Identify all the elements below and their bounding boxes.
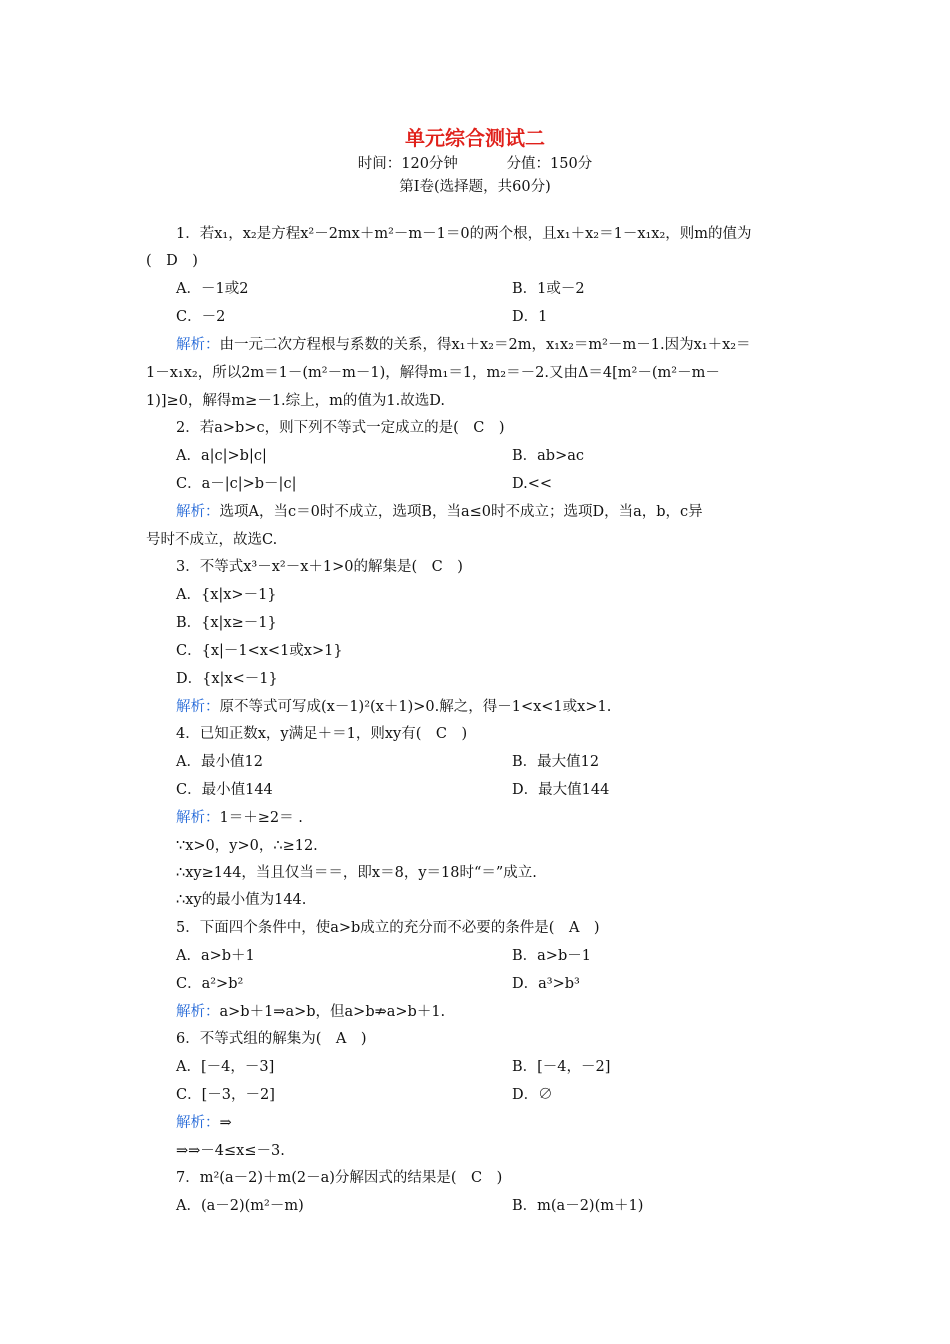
question-5-solution-line: 解析：a>b＋1⇒a>b，但a>b⇏a>b＋1. bbox=[176, 1004, 446, 1020]
question-4-option-a: A．最小值12 bbox=[176, 754, 263, 770]
question-6-option-d: D．∅ bbox=[512, 1087, 553, 1103]
question-4-option-d: D．最大值144 bbox=[512, 782, 610, 798]
question-5-option-c: C．a²>b² bbox=[176, 976, 244, 992]
question-3-option-b: B．{x|x≥－1} bbox=[176, 615, 277, 631]
question-5-option-a: A．a>b＋1 bbox=[176, 948, 255, 964]
analysis-label: 解析： bbox=[176, 699, 220, 715]
question-1-answer: ( D ) bbox=[146, 253, 198, 269]
analysis-label: 解析： bbox=[176, 1004, 220, 1020]
question-1-option-a: A．－1或2 bbox=[176, 281, 249, 297]
analysis-label: 解析： bbox=[176, 1115, 220, 1131]
question-5-option-b: B．a>b－1 bbox=[512, 948, 591, 964]
question-1-option-d: D．1 bbox=[512, 309, 548, 325]
question-7-option-b: B．m(a－2)(m＋1) bbox=[512, 1198, 644, 1214]
question-2-solution-line: 号时不成立，故选C. bbox=[146, 532, 278, 548]
question-6-solution-line: ⇒⇒－4≤x≤－3. bbox=[176, 1143, 285, 1159]
section-heading: 第Ⅰ卷(选择题，共60分) bbox=[399, 179, 551, 195]
question-2-option-a: A．a|c|>b|c| bbox=[176, 448, 267, 464]
question-4-solution-line: ∵x>0，y>0，∴≥12. bbox=[176, 838, 318, 854]
question-3-stem: 3．不等式x³－x²－x＋1>0的解集是( C ) bbox=[176, 559, 463, 575]
question-4-option-b: B．最大值12 bbox=[512, 754, 600, 770]
question-6-solution-line: 解析：⇒ bbox=[176, 1115, 232, 1131]
exam-meta bbox=[0, 152, 950, 173]
question-3-option-c: C．{x|－1<x<1或x>1} bbox=[176, 643, 343, 659]
question-6-option-b: B．[－4，－2] bbox=[512, 1059, 611, 1075]
question-1-stem: 1．若x₁，x₂是方程x²－2mx＋m²－m－1＝0的两个根，且x₁＋x₂＝1－x₁x₂，则m的值为 bbox=[176, 226, 752, 242]
question-3-option-d: D．{x|x<－1} bbox=[176, 671, 278, 687]
question-3-solution-line: 解析：原不等式可写成(x－1)²(x＋1)>0.解之，得－1<x<1或x>1. bbox=[176, 699, 612, 715]
question-1-option-c: C．－2 bbox=[176, 309, 226, 325]
question-4-stem: 4．已知正数x，y满足＋＝1，则xy有( C ) bbox=[176, 726, 468, 742]
question-4-solution-line: ∴xy的最小值为144. bbox=[176, 892, 307, 908]
question-7-stem: 7．m²(a－2)＋m(2－a)分解因式的结果是( C ) bbox=[176, 1170, 503, 1186]
exam-time: 时间：120分钟 bbox=[357, 156, 458, 172]
analysis-label: 解析： bbox=[176, 337, 220, 353]
exam-score: 分值：150分 bbox=[506, 156, 593, 172]
question-2-option-c: C．a－|c|>b－|c| bbox=[176, 476, 297, 492]
question-6-option-a: A．[－4，－3] bbox=[176, 1059, 275, 1075]
question-3-option-a: A．{x|x>－1} bbox=[176, 587, 277, 603]
question-4-solution-line: 解析：1＝＋≥2＝ . bbox=[176, 810, 303, 826]
question-7-option-a: A．(a－2)(m²－m) bbox=[176, 1198, 304, 1214]
question-2-stem: 2．若a>b>c，则下列不等式一定成立的是( C ) bbox=[176, 420, 505, 436]
question-1-solution-line: 1)]≥0，解得m≥－1.综上，m的值为1.故选D. bbox=[146, 393, 445, 409]
question-5-stem: 5．下面四个条件中，使a>b成立的充分而不必要的条件是( A ) bbox=[176, 920, 600, 936]
question-6-stem: 6．不等式组的解集为( A ) bbox=[176, 1031, 367, 1047]
question-2-option-b: B．ab>ac bbox=[512, 448, 584, 464]
question-4-solution-line: ∴xy≥144，当且仅当＝＝，即x＝8，y＝18时“＝”成立. bbox=[176, 865, 537, 881]
question-4-option-c: C．最小值144 bbox=[176, 782, 273, 798]
question-2-option-d: D.<< bbox=[512, 476, 553, 492]
question-1-solution-line: 1－x₁x₂，所以2m＝1－(m²－m－1)，解得m₁＝1，m₂＝－2.又由Δ＝4[m²－(m²－m－ bbox=[146, 365, 720, 381]
page-title: 单元综合测试二 bbox=[405, 126, 545, 150]
question-1-solution-line: 解析：由一元二次方程根与系数的关系，得x₁＋x₂＝2m，x₁x₂＝m²－m－1.因为x₁＋x₂＝ bbox=[176, 337, 751, 353]
question-1-option-b: B．1或－2 bbox=[512, 281, 585, 297]
question-5-option-d: D．a³>b³ bbox=[512, 976, 580, 992]
question-6-option-c: C．[－3，－2] bbox=[176, 1087, 275, 1103]
analysis-label: 解析： bbox=[176, 810, 220, 826]
question-2-solution-line: 解析：选项A，当c＝0时不成立，选项B，当a≤0时不成立；选项D，当a，b，c异 bbox=[176, 504, 703, 520]
analysis-label: 解析： bbox=[176, 504, 220, 520]
